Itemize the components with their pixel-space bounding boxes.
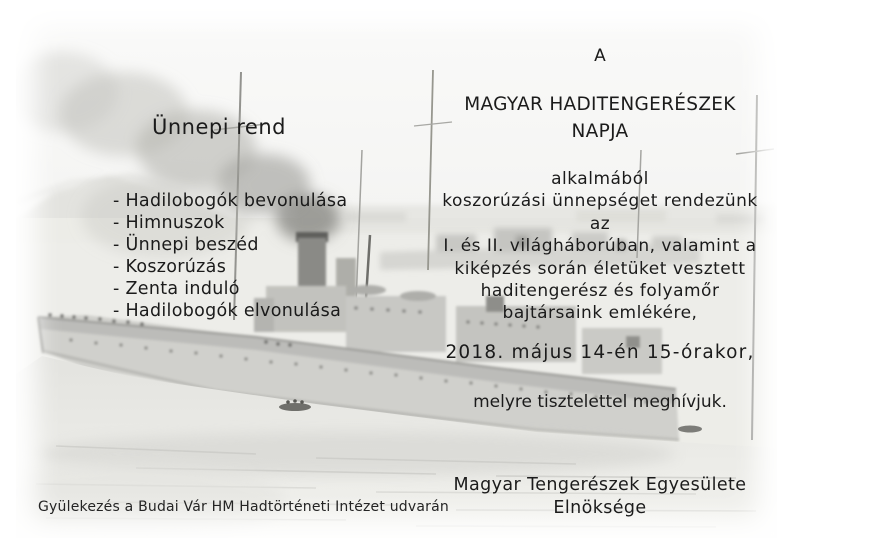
occasion-line: alkalmából <box>551 169 649 189</box>
occasion-paragraph <box>418 168 782 325</box>
program-item: - Hadilobogók bevonulása <box>113 191 348 211</box>
program-item: - Ünnepi beszéd <box>113 235 259 255</box>
program-list <box>113 190 347 322</box>
occasion-line: az <box>589 213 611 234</box>
occasion-line: koszorúzási ünnepséget rendezünk <box>442 191 758 212</box>
occasion-line: kiképzés során életüket vesztett <box>454 258 746 279</box>
program-item: - Koszorúzás <box>113 257 227 277</box>
occasion-line: I. és II. világháborúban, valamint a <box>443 236 757 257</box>
program-item: - Himnuszok <box>113 213 225 233</box>
program-item: - Hadilobogók elvonulása <box>113 301 342 321</box>
program-item: - Zenta induló <box>113 279 240 299</box>
event-title-line-1: MAGYAR HADITENGERÉSZEK <box>464 94 736 115</box>
invitation-line: melyre tisztelettel meghívjuk. <box>473 392 727 412</box>
signature-line-1: Magyar Tengerészek Egyesülete <box>453 475 747 495</box>
event-datetime: 2018. május 14-én 15-órakor, <box>445 342 755 363</box>
occasion-line: haditengerész és folyamőr <box>480 281 720 302</box>
program-heading: Ünnepi rend <box>152 115 286 139</box>
occasion-line: bajtársaink emlékére, <box>502 303 698 324</box>
gathering-info: Gyülekezés a Budai Vár HM Hadtörténeti Intézet udvarán <box>38 499 449 515</box>
article-a: A <box>594 46 606 66</box>
signature-block <box>418 474 782 520</box>
event-title-line-2: NAPJA <box>571 121 629 142</box>
signature-line-2: Elnöksége <box>553 498 647 518</box>
event-title <box>418 91 782 145</box>
